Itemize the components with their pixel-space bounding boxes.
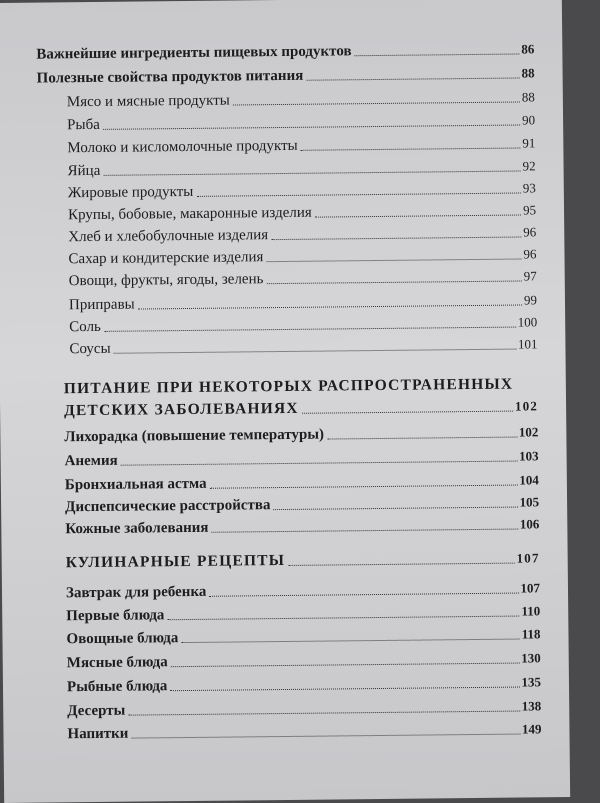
toc-entry-title: Молоко и кисломолочные продукты [67, 137, 298, 157]
toc-entry [68, 223, 536, 246]
toc-entry [67, 673, 541, 696]
toc-page-number: 88 [521, 89, 535, 105]
dot-leader [210, 485, 518, 489]
toc-page-number: 99 [523, 292, 538, 308]
dot-leader [131, 734, 520, 739]
toc-entry [65, 493, 539, 516]
toc-entry [69, 313, 537, 336]
toc-page-number: 93 [522, 180, 536, 196]
dot-leader [167, 616, 519, 621]
section-heading-entry [64, 397, 538, 420]
dot-leader [288, 563, 514, 566]
toc-entry [68, 245, 536, 268]
toc-entry [69, 291, 537, 314]
toc-page-number: 88 [521, 65, 535, 81]
dot-leader [138, 304, 522, 309]
toc-page-number: 149 [521, 721, 542, 737]
dot-leader [271, 236, 521, 240]
toc-page-number: 135 [521, 674, 542, 690]
toc-entry [67, 720, 541, 743]
toc-page-number: 138 [521, 698, 542, 714]
toc-page-number: 100 [517, 314, 538, 330]
toc-entry [67, 111, 535, 134]
toc-entry-title: Завтрак для ребенка [65, 583, 207, 602]
toc-page-number: 91 [522, 135, 536, 151]
toc-page-number: 102 [518, 424, 539, 440]
toc-page-number: 90 [522, 112, 536, 128]
toc-entry-title: Хлеб и хлебобулочные изделия [68, 227, 269, 246]
dot-leader [301, 148, 521, 151]
toc-entry-title: Рыба [67, 116, 100, 134]
toc-entry [66, 625, 540, 648]
dot-leader [233, 102, 520, 106]
toc-entry-title: Овощи, фрукты, ягоды, зелень [68, 271, 264, 290]
toc-entry-title: Лихорадка (повышение температуры) [64, 426, 325, 446]
dot-leader [104, 327, 516, 332]
dot-leader [209, 593, 518, 597]
toc-entry-title: Десерты [67, 702, 126, 720]
toc-entry-title: Сахар и кондитерские изделия [68, 249, 264, 268]
toc-entry-title: Приправы [68, 296, 135, 314]
toc-entry-title: Мясо и мясные продукты [66, 92, 230, 111]
dot-leader [196, 192, 520, 196]
dot-leader [121, 461, 517, 466]
toc-page-number: 97 [523, 268, 537, 284]
toc-entry [67, 134, 535, 157]
dot-leader [170, 687, 519, 692]
dot-leader [315, 214, 521, 217]
toc-page-number: 106 [519, 516, 540, 532]
dot-leader [302, 411, 513, 414]
toc-entry-title: Напитки [67, 725, 129, 743]
toc-page-number: 86 [521, 41, 535, 57]
toc-entry-title: Крупы, бобовые, макаронные изделия [67, 204, 312, 224]
toc-entry [67, 157, 535, 180]
toc-page-number: 95 [522, 202, 537, 218]
toc-page-number: 96 [523, 246, 537, 262]
dot-leader [114, 349, 516, 354]
toc-entry [67, 649, 541, 672]
toc-page-number: 92 [522, 158, 536, 174]
dot-leader [103, 125, 520, 130]
toc-entry [65, 515, 539, 538]
toc-entry [37, 64, 535, 87]
toc-entry [66, 602, 540, 625]
toc-entry [67, 697, 541, 720]
toc-entry [66, 579, 540, 602]
dot-leader [181, 639, 519, 644]
toc-entry [69, 267, 537, 290]
toc-entry [67, 88, 535, 111]
toc-entry-title: Кожные заболевания [65, 519, 209, 538]
toc-page-number: 105 [519, 494, 540, 510]
toc-entry-title: Соусы [69, 340, 111, 358]
toc-page-number: 130 [521, 650, 541, 666]
toc-page-number: 96 [523, 224, 537, 240]
toc-page-number: 101 [517, 336, 538, 352]
toc-entry-title: Мясные блюда [66, 654, 168, 672]
section-heading-entry [66, 549, 540, 572]
toc-entry-title: Рыбные блюда [66, 678, 168, 696]
toc-entry-title: Анемия [64, 452, 118, 470]
section-heading: ПИТАНИЕ ПРИ НЕКОТОРЫХ РАСПРОСТРАНЕННЫХ [63, 375, 514, 398]
dot-leader [266, 258, 521, 262]
toc-entry-title: Соль [69, 318, 101, 336]
toc-page-number: 118 [521, 626, 541, 642]
dot-leader [211, 529, 517, 533]
toc-entry [64, 423, 538, 446]
toc-page-number: 110 [521, 603, 541, 619]
toc-entry-title: Яйца [67, 162, 101, 180]
dot-leader [103, 170, 520, 175]
toc-entry-title: Диспепсические расстройства [65, 497, 271, 516]
dot-leader [327, 437, 517, 440]
toc-entry [69, 335, 537, 358]
toc-page-number: 103 [519, 448, 539, 464]
toc-entry [68, 179, 536, 202]
toc-entry-title: ДЕТСКИХ ЗАБОЛЕВАНИЯХ [64, 399, 299, 420]
toc-entry-title: Овощные блюда [66, 630, 179, 648]
toc-page-number: 102 [514, 398, 539, 414]
dot-leader [171, 663, 520, 668]
toc-entry-title: КУЛИНАРНЫЕ РЕЦЕПТЫ [65, 551, 286, 572]
toc-entry [68, 201, 536, 224]
toc-page-number: 104 [519, 472, 539, 488]
toc-entry-title: Первые блюда [66, 607, 165, 625]
toc-page-number: 107 [516, 550, 540, 566]
toc-entry [65, 447, 539, 470]
toc-entry-title: Жировые продукты [67, 183, 194, 202]
dot-leader [128, 711, 519, 716]
dot-leader [306, 78, 519, 81]
toc-entry-title: Полезные свойства продуктов питания [36, 67, 304, 87]
toc-entry [65, 471, 539, 494]
toc-entry-title: Бронхиальная астма [64, 475, 207, 494]
toc-page-number: 107 [520, 580, 541, 596]
dot-leader [355, 54, 520, 57]
dot-leader [273, 507, 517, 511]
toc-entry-title: Важнейшие ингредиенты пищевых продуктов [36, 43, 352, 63]
dot-leader [266, 280, 521, 284]
toc-entry [36, 40, 534, 63]
